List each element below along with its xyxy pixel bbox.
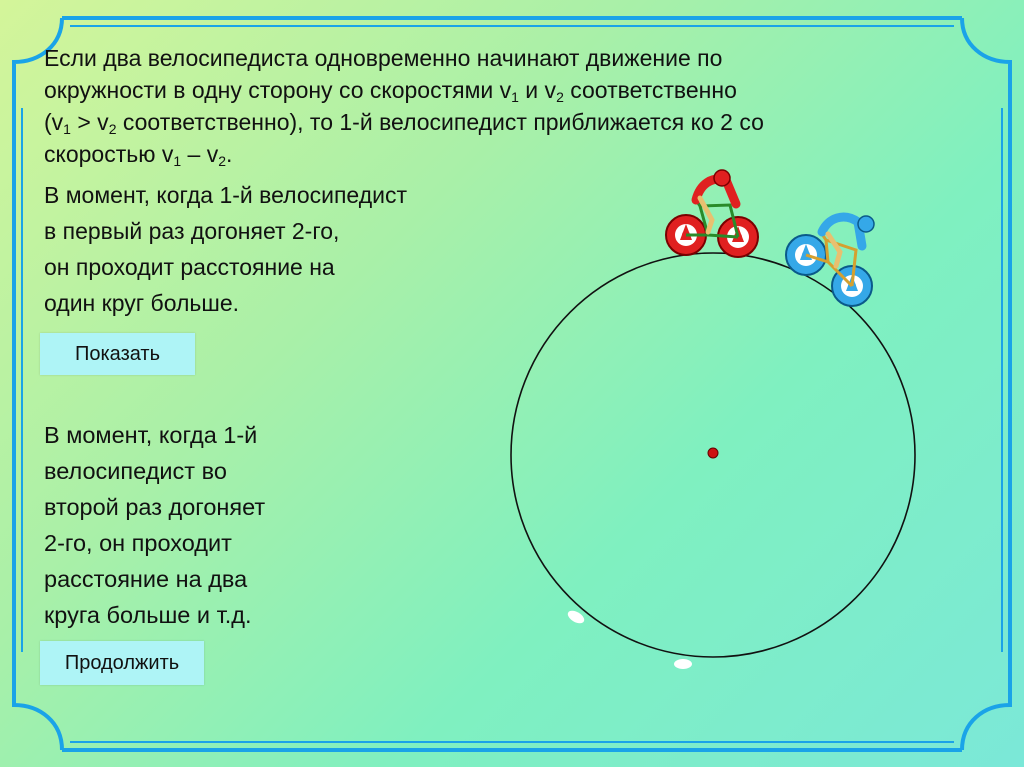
- intro-line-2: окружности в одну сторону со скоростями $v_1$ и $v_2$ соответственно: [44, 77, 737, 105]
- first-catchup-line-4: один круг больше.: [44, 290, 240, 316]
- first-catchup-line-1: В момент, когда 1-й велосипедист: [44, 182, 408, 208]
- second-catchup-line-3: второй раз догоняет: [44, 494, 266, 520]
- second-catchup-line-6: круга больше и т.д.: [44, 602, 252, 628]
- second-catchup-paragraph: [44, 417, 334, 633]
- second-catchup-line-2: велосипедист во: [44, 458, 227, 484]
- first-catchup-line-2: в первый раз догоняет 2-го,: [44, 218, 340, 244]
- intro-line-4: скоростью $v_1 - v_2$.: [44, 141, 233, 169]
- continue-button[interactable]: Продолжить: [40, 641, 204, 685]
- show-button[interactable]: Показать: [40, 333, 195, 375]
- second-catchup-line-5: расстояние на два: [44, 566, 248, 592]
- intro-line-1: Если два велосипедиста одновременно начинают движение по: [44, 45, 723, 71]
- intro-line-3: ($v_1 > v_2$ соответственно), то 1-й велосипедист приближается ко 2 со: [44, 109, 764, 137]
- second-catchup-line-4: 2-го, он проходит: [44, 530, 232, 556]
- intro-paragraph: [44, 42, 944, 170]
- first-catchup-paragraph: [44, 177, 514, 321]
- first-catchup-line-3: он проходит расстояние на: [44, 254, 335, 280]
- second-catchup-line-1: В момент, когда 1-й: [44, 422, 258, 448]
